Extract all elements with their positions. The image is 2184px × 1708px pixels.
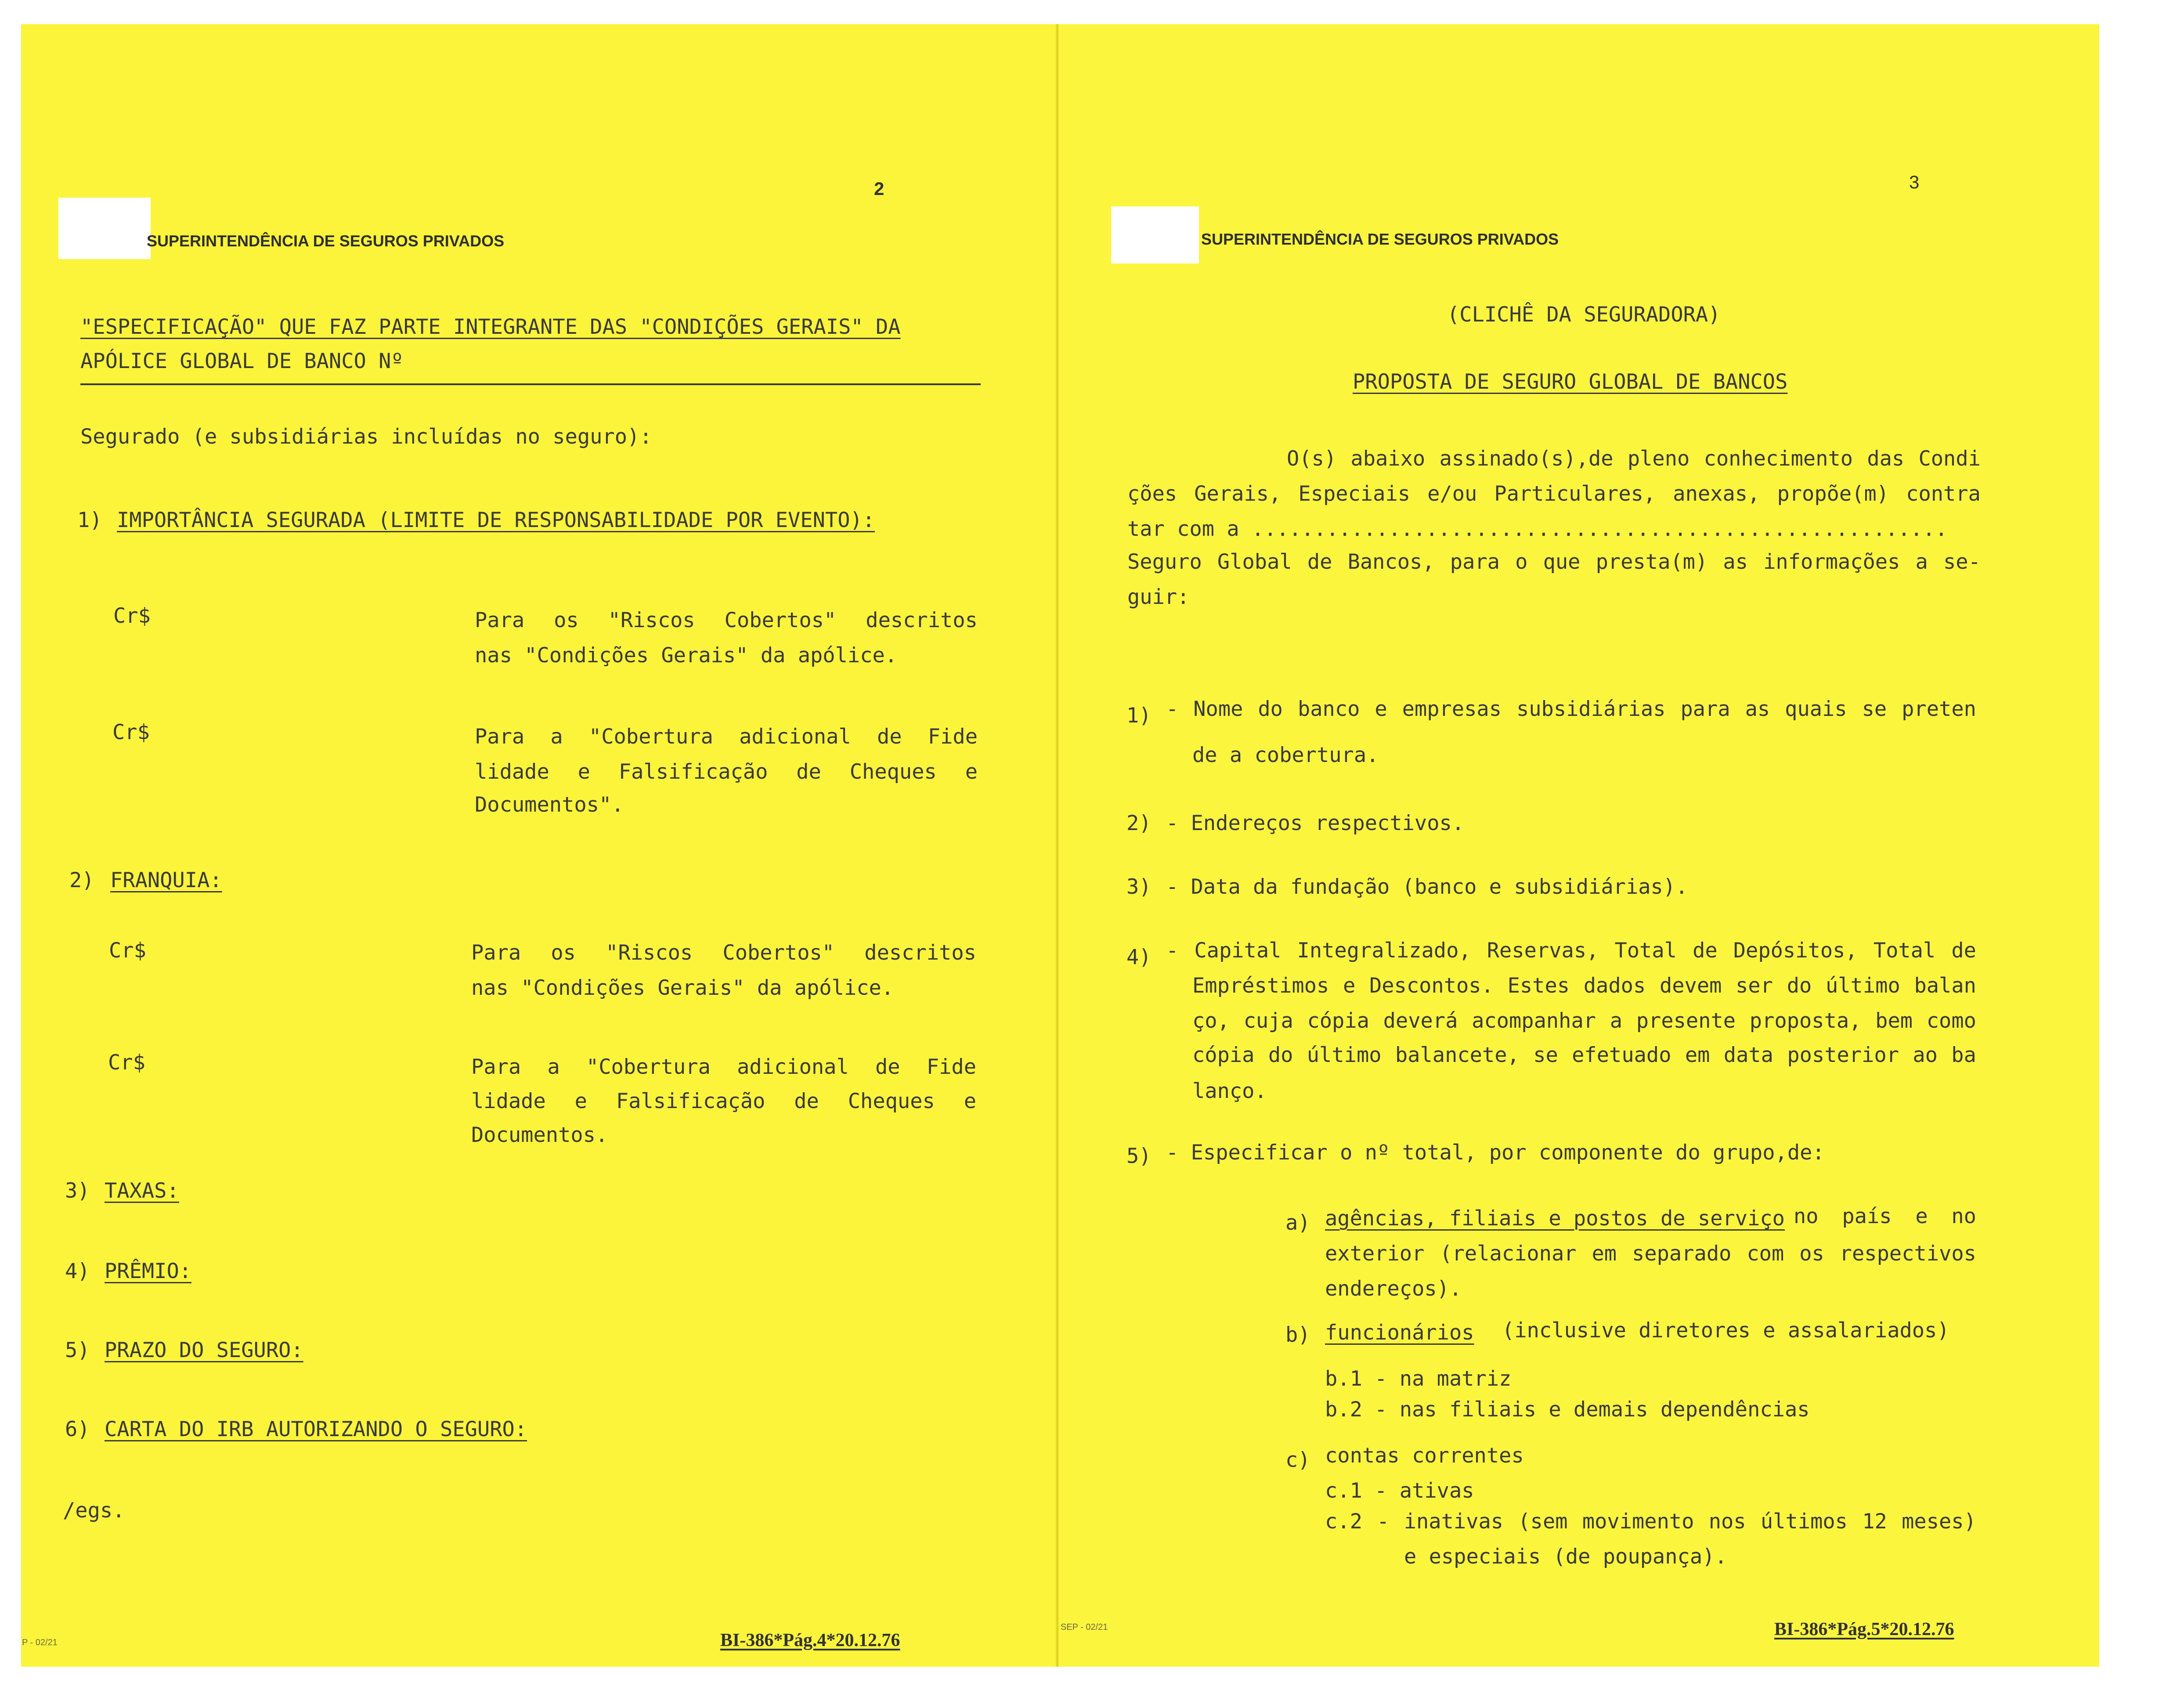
item-6-number: 6) — [65, 1417, 90, 1441]
question-3-text: - Data da fundação (banco e subsidiárias). — [1166, 875, 1688, 899]
page-number: 2 — [874, 178, 884, 199]
question-3-number: 3) — [1126, 875, 1152, 899]
item-1-label: IMPORTÂNCIA SEGURADA (LIMITE DE RESPONSABILIDADE POR EVENTO): — [117, 508, 875, 532]
page-footer: BI-386*Pág.5*20.12.76 — [1774, 1619, 1954, 1639]
cr2-text-line-1: Para a "Cobertura adicional de Fide — [475, 725, 978, 749]
intro-line-1: O(s) abaixo assinado(s),de pleno conhecimento das Condi — [1287, 447, 1981, 471]
question-2-text: - Endereços respectivos. — [1166, 811, 1465, 835]
item-a-letter: a) — [1285, 1211, 1310, 1235]
item-a-line-1-rest: no país e no — [1794, 1204, 1976, 1228]
item-5-label: PRAZO DO SEGURO: — [105, 1338, 303, 1362]
item-5-number: 5) — [65, 1338, 90, 1362]
item-a-line-2: exterior (relacionar em separado com os respectivos — [1325, 1242, 1976, 1266]
cr-label: Cr$ — [112, 720, 150, 744]
page-left — [21, 24, 1058, 1667]
item-a-line-3: endereços). — [1325, 1277, 1462, 1301]
cr3-text-line-2: nas "Condições Gerais" da apólice. — [471, 976, 894, 1000]
cr-label: Cr$ — [109, 939, 146, 963]
question-1-line-1: - Nome do banco e empresas subsidiárias para as quais se preten — [1166, 697, 1976, 721]
cr2-text-line-2: lidade e Falsificação de Cheques e — [475, 760, 978, 784]
item-c1: c.1 - ativas — [1325, 1479, 1474, 1503]
question-1-line-2: de a cobertura. — [1192, 743, 1379, 767]
cr-label: Cr$ — [108, 1051, 145, 1075]
item-6-label: CARTA DO IRB AUTORIZANDO O SEGURO: — [105, 1417, 527, 1441]
cliche-label: (CLICHÊ DA SEGURADORA) — [1447, 303, 1721, 327]
agency-header: SUPERINTENDÊNCIA DE SEGUROS PRIVADOS — [1201, 230, 1559, 248]
question-4-line-2: Empréstimos e Descontos. Estes dados devem ser do último balan — [1192, 974, 1976, 998]
item-b1: b.1 - na matriz — [1325, 1367, 1512, 1391]
item-c-letter: c) — [1285, 1448, 1310, 1472]
question-4-line-3: ço, cuja cópia deverá acompanhar a presente proposta, bem como — [1192, 1009, 1976, 1033]
question-5-number: 5) — [1126, 1144, 1152, 1168]
title-line-1: "ESPECIFICAÇÃO" QUE FAZ PARTE INTEGRANTE DAS "CONDIÇÕES GERAIS" DA — [80, 315, 901, 339]
cr-label: Cr$ — [113, 604, 151, 628]
item-2-label: FRANQUIA: — [110, 868, 222, 892]
question-2-number: 2) — [1126, 811, 1152, 835]
item-2-number: 2) — [69, 868, 94, 892]
intro-line-4: Seguro Global de Bancos, para o que presta(m) as informações a se- — [1127, 550, 1981, 574]
cr3-text-line-1: Para os "Riscos Cobertos" descritos — [471, 941, 976, 965]
question-4-number: 4) — [1126, 945, 1152, 969]
question-4-line-5: lanço. — [1192, 1079, 1267, 1103]
item-1-number: 1) — [77, 508, 102, 532]
title-rule — [80, 383, 981, 385]
item-4-label: PRÊMIO: — [105, 1259, 192, 1283]
item-3-label: TAXAS: — [105, 1179, 179, 1203]
item-b2: b.2 - nas filiais e demais dependências — [1325, 1397, 1810, 1422]
question-4-line-4: cópia do último balancete, se efetuado em data posterior ao ba — [1192, 1043, 1976, 1067]
item-b-letter: b) — [1285, 1323, 1310, 1347]
proposal-title: PROPOSTA DE SEGURO GLOBAL DE BANCOS — [1353, 370, 1788, 394]
title-line-2: APÓLICE GLOBAL DE BANCO Nº — [80, 349, 404, 373]
segurado-label: Segurado (e subsidiárias incluídas no seguro): — [80, 425, 652, 449]
cr2-text-line-3: Documentos". — [475, 793, 624, 817]
typist-initials: /egs. — [63, 1499, 125, 1523]
question-5-text: - Especificar o nº total, por componente do grupo,de: — [1166, 1141, 1825, 1165]
item-b-underlined: funcionários — [1325, 1321, 1474, 1345]
item-c2-line-2: e especiais (de poupança). — [1404, 1545, 1727, 1569]
item-3-number: 3) — [65, 1179, 90, 1203]
cr4-text-line-1: Para a "Cobertura adicional de Fide — [471, 1055, 976, 1079]
page-right — [1058, 24, 2099, 1667]
redacted-logo — [1111, 206, 1199, 264]
question-1-number: 1) — [1126, 704, 1152, 728]
cr1-text-line-2: nas "Condições Gerais" da apólice. — [475, 643, 898, 668]
cr4-text-line-3: Documentos. — [471, 1123, 608, 1147]
item-c-text: contas correntes — [1325, 1444, 1524, 1468]
form-code: SEP - 02/21 — [1061, 1622, 1108, 1632]
page-number: 3 — [1909, 172, 1920, 192]
cr1-text-line-1: Para os "Riscos Cobertos" descritos — [475, 608, 978, 632]
item-a-underlined: agências, filiais e postos de serviço — [1325, 1206, 1785, 1231]
intro-line-3: tar com a ........................................................ — [1127, 517, 1948, 541]
agency-header: SUPERINTENDÊNCIA DE SEGUROS PRIVADOS — [147, 232, 505, 250]
intro-line-5: guir: — [1127, 585, 1190, 609]
intro-line-2: ções Gerais, Especiais e/ou Particulares, anexas, propõe(m) contra — [1127, 482, 1981, 506]
cr4-text-line-2: lidade e Falsificação de Cheques e — [471, 1089, 976, 1113]
item-4-number: 4) — [65, 1259, 90, 1283]
item-b-rest: (inclusive diretores e assalariados) — [1502, 1318, 1949, 1343]
question-4-line-1: - Capital Integralizado, Reservas, Total de Depósitos, Total de — [1166, 939, 1976, 963]
page-footer: BI-386*Pág.4*20.12.76 — [720, 1630, 900, 1650]
form-code: P - 02/21 — [22, 1638, 58, 1647]
redacted-logo — [58, 198, 151, 259]
item-c2-line-1: c.2 - inativas (sem movimento nos últimos 12 meses) — [1325, 1509, 1976, 1534]
